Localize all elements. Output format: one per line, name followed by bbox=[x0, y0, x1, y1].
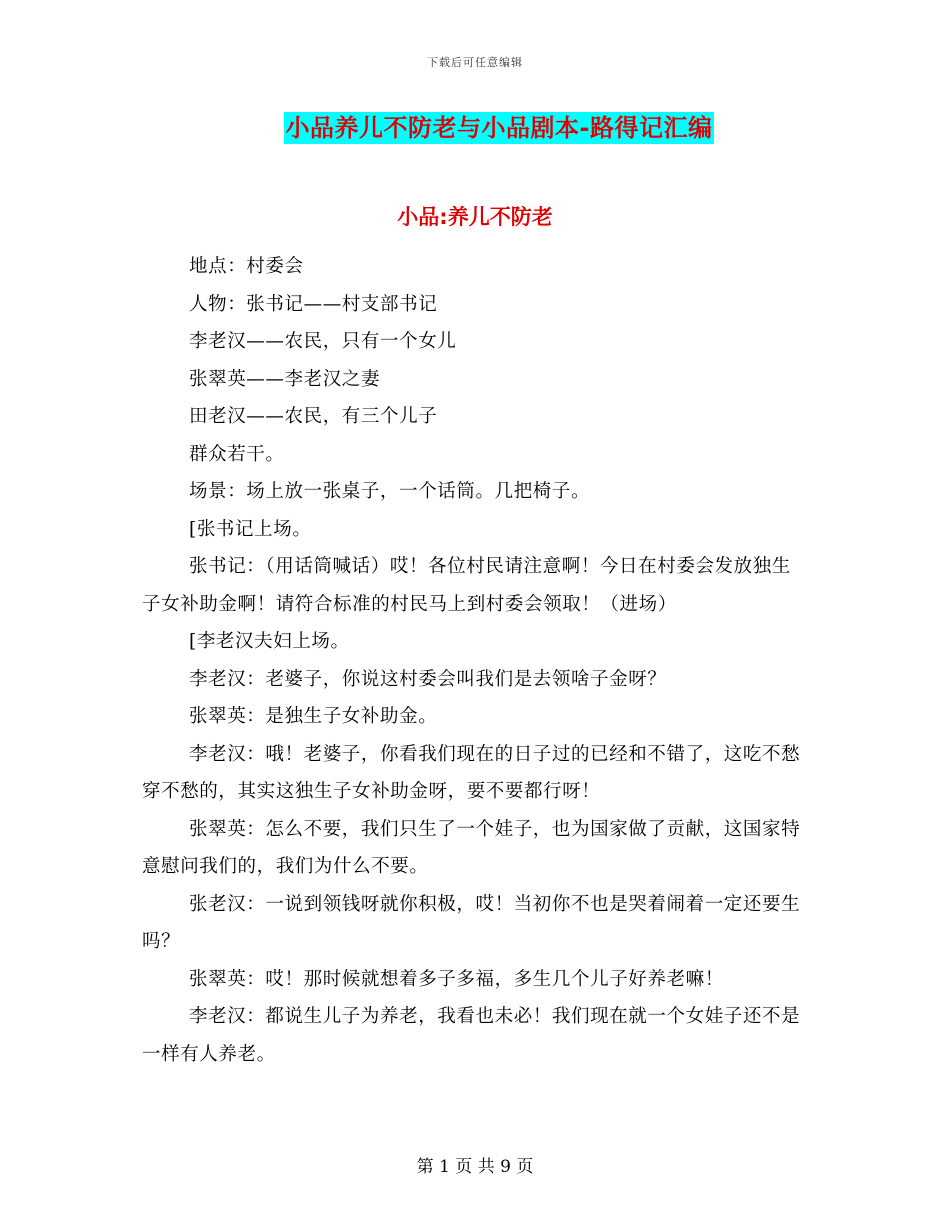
page-label-suffix: 页 bbox=[516, 1157, 534, 1177]
page-footer bbox=[0, 1152, 950, 1177]
paragraph: [张书记上场。 bbox=[189, 518, 312, 540]
document-body bbox=[142, 248, 808, 1073]
paragraph: 张翠英——李老汉之妻 bbox=[189, 368, 381, 390]
page-label-middle: 页 共 bbox=[455, 1157, 495, 1177]
document-title: 小品养儿不防老与小品剧本-路得记汇编 bbox=[285, 114, 713, 142]
paragraph: [李老汉夫妇上场。 bbox=[189, 631, 350, 652]
document-title-container bbox=[0, 112, 950, 144]
paragraph: 张翠英：哎！那时候就想着多子多福，多生几个儿子好养老嘛！ bbox=[189, 968, 724, 990]
paragraph: 张老汉：一说到领钱呀就你积极，哎！当初你不也是哭着闹着一定还要生吗？ bbox=[142, 893, 801, 952]
paragraph: 李老汉：哦！老婆子，你看我们现在的日子过的已经和不错了，这吃不愁穿不愁的，其实这独生子女补助金呀，要不要都行呀！ bbox=[142, 743, 801, 802]
paragraph: 田老汉——农民，有三个儿子 bbox=[189, 406, 438, 427]
paragraph: 张翠英：怎么不要，我们只生了一个娃子，也为国家做了贡献，这国家特意慰问我们的，我们为什么不要。 bbox=[142, 818, 801, 877]
paragraph: 李老汉：老婆子，你说这村委会叫我们是去领啥子金呀？ bbox=[189, 668, 667, 690]
total-pages-number: 9 bbox=[500, 1157, 511, 1177]
paragraph: 张翠英：是独生子女补助金。 bbox=[189, 706, 438, 727]
paragraph: 群众若干。 bbox=[189, 443, 285, 465]
paragraph: 地点：村委会 bbox=[189, 256, 304, 277]
paragraph: 场景：场上放一张桌子，一个话筒。几把椅子。 bbox=[189, 481, 591, 502]
paragraph: 李老汉——农民，只有一个女儿 bbox=[189, 331, 457, 352]
paragraph: 人物：张书记——村支部书记 bbox=[189, 293, 438, 315]
current-page-number: 1 bbox=[439, 1157, 450, 1177]
page-label-prefix: 第 bbox=[416, 1157, 434, 1177]
page-header-note: 下载后可任意编辑 bbox=[427, 56, 523, 69]
paragraph: 张书记：（用话筒喊话）哎！各位村民请注意啊！今日在村委会发放独生子女补助金啊！请符合标准的村民马上到村委会领取！（进场） bbox=[142, 556, 791, 615]
section-title: 小品:养儿不防老 bbox=[397, 205, 553, 229]
paragraph: 李老汉：都说生儿子为养老，我看也未必！我们现在就一个女娃子还不是一样有人养老。 bbox=[142, 1006, 801, 1065]
